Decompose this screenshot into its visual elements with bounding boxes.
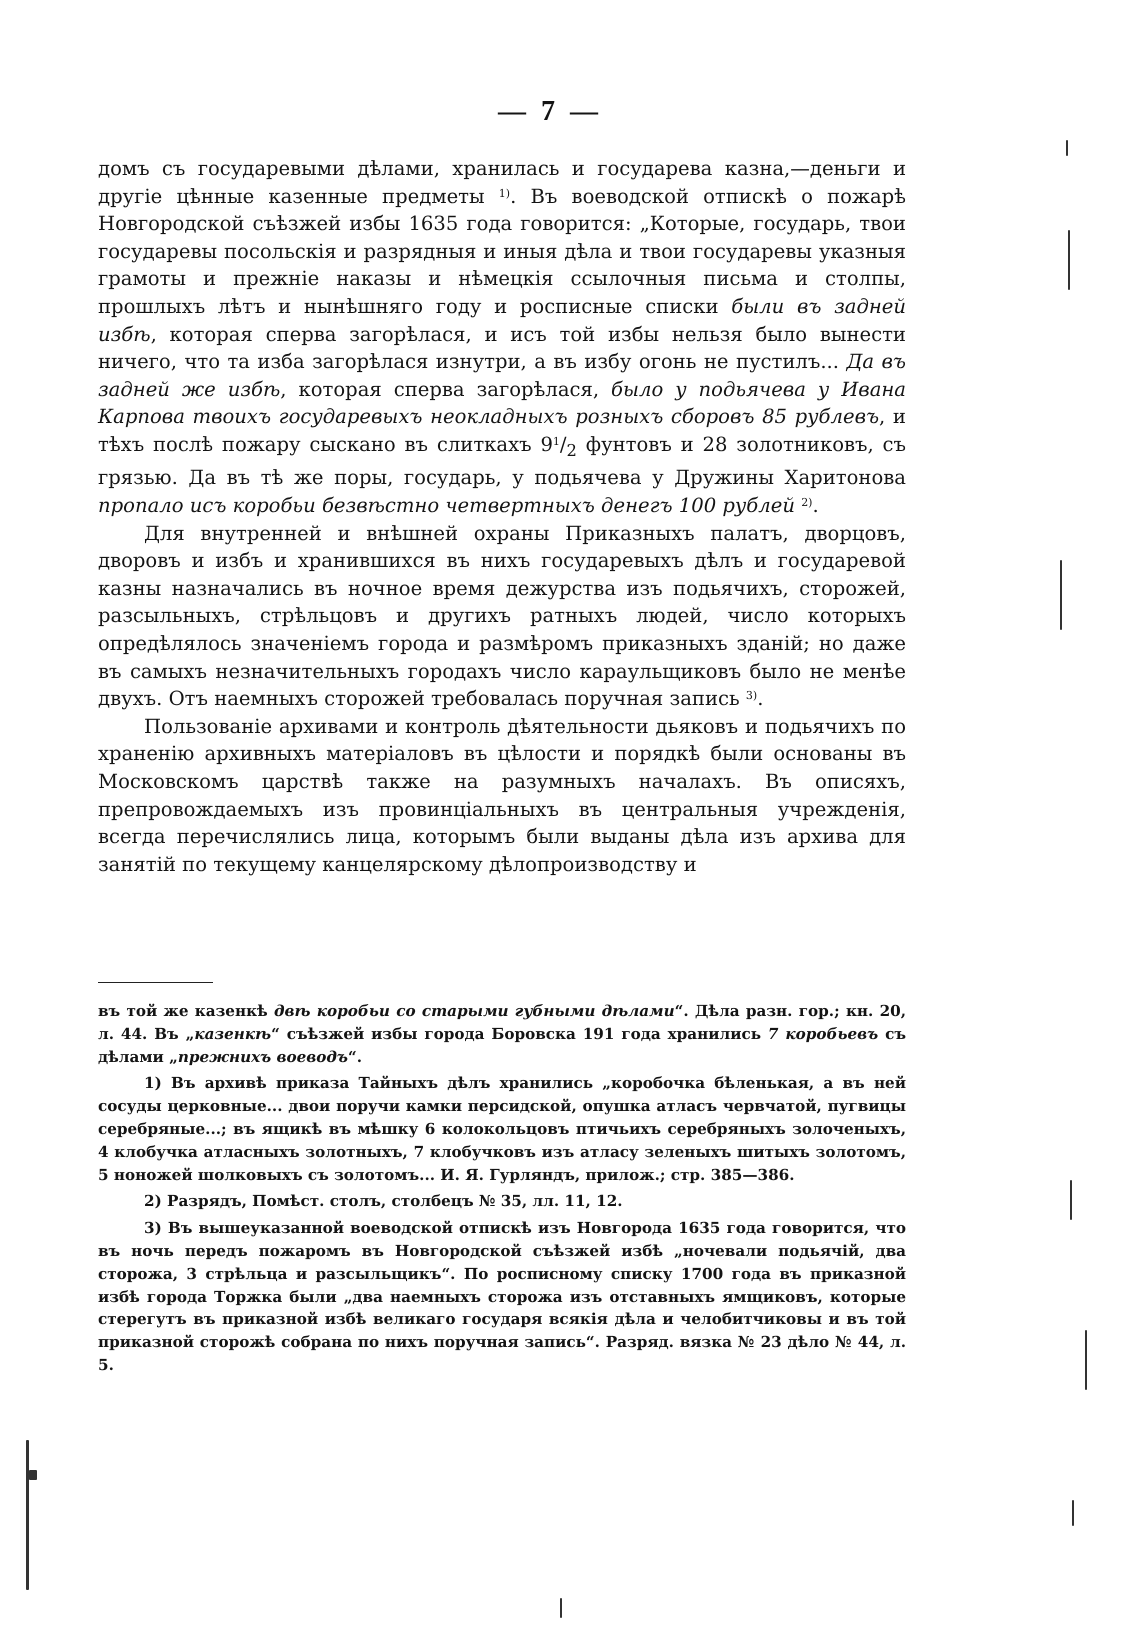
scan-mark bbox=[1060, 560, 1062, 630]
text-run: . bbox=[812, 494, 819, 518]
text-run: Для внутренней и внѣшней охраны Приказныхъ палатъ, дворцовъ, дворовъ и избъ и хранившихся въ нихъ государевыхъ дѣлъ и государевой казны назначались въ ночное время дежурства изъ подьячихъ, сторожей, разсыльныхъ, стрѣльцовъ и другихъ ратныхъ людей, число которыхъ опредѣлялось значеніемъ города и размѣромъ приказныхъ зданій; но даже въ самыхъ незначительныхъ городахъ число караульщиковъ было не менѣе двухъ. Отъ наемныхъ сторожей требовалась поручная запись bbox=[98, 521, 906, 711]
text-run: , и тѣхъ послѣ пожару сыскано въ слиткахъ 9 bbox=[98, 405, 906, 456]
main-text bbox=[98, 155, 906, 878]
paragraph bbox=[98, 713, 906, 879]
scan-mark bbox=[1068, 230, 1070, 290]
text-run: въ той же казенкѣ bbox=[98, 1002, 274, 1020]
footnote-ref: 3) bbox=[745, 689, 758, 703]
italic-text: были въ задней избѣ bbox=[98, 294, 907, 346]
text-run: 3) Въ вышеуказанной воеводской отпискѣ изъ Новгорода 1635 года говорится, что въ ночь передъ пожаромъ въ Новгородской съѣзжей избѣ „ночевали подьячій, два сторожа, 3 стрѣльца и разсыльщикъ“. По росписному списку 1700 года въ приказной избѣ города Торжка были „два наемныхъ сторожа изъ отставныхъ ямщиковъ, которые стерегутъ въ приказной избѣ великаго государя всякія дѣла и челобитчиковы и въ той приказной сторожѣ собрана по нихъ поручная запись“. Разряд. вязка № 23 дѣло № 44, л. 5. bbox=[98, 1219, 906, 1374]
italic-text: было у подьячева у Ивана Карпова твоихъ государевыхъ неокладныхъ розныхъ сборовъ 85 рублевъ bbox=[98, 377, 906, 429]
text-run: / bbox=[559, 432, 567, 456]
text-run: “. bbox=[347, 1047, 363, 1066]
scan-mark bbox=[560, 1598, 562, 1618]
scan-mark bbox=[26, 1440, 29, 1590]
italic-text: двѣ коробьи со старыми губными дѣлами bbox=[274, 1002, 675, 1020]
text-run: , которая сперва загорѣлася, и исъ той избы нельзя было вынести ничего, что та изба загорѣлася изнутри, а въ избу огонь не пустилъ... bbox=[98, 322, 906, 374]
footnote-2 bbox=[98, 1190, 906, 1213]
text-run: “. Дѣла разн. гор.; кн. 20, л. 44. Въ „ bbox=[98, 1002, 906, 1043]
text-run: . Въ воеводской отпискѣ о пожарѣ Новгородской съѣзжей избы 1635 года говорится: „Которые, государь, твои государевы посольскія и разрядныя и иныя дѣла и твои государевы указныя грамоты и прежніе наказы и нѣмецкія ссылочныя письма и столпы, прошлыхъ лѣтъ и нынѣшняго году и росписные списки bbox=[98, 184, 906, 318]
footnote-divider bbox=[98, 982, 213, 983]
text-run: . bbox=[757, 687, 764, 711]
paragraph bbox=[98, 155, 906, 520]
text-run: 1) Въ архивѣ приказа Тайныхъ дѣлъ хранились „коробочка бѣленькая, а въ ней сосуды церковные... двои поручи камки персидской, опушка атласъ червчатой, пугвицы серебряные...; въ ящикѣ въ мѣшку 6 колокольцовъ птичьихъ серебряныхъ золоченыхъ, 4 клобучка атласныхъ золотныхъ, 7 клобучковъ изъ атласу зеленыхъ шитыхъ золотомъ, 5 ноножей шолковыхъ съ золотомъ... И. Я. Гурляндъ, прилож.; стр. 385—386. bbox=[98, 1074, 906, 1184]
page-number: — 7 — bbox=[498, 96, 602, 127]
scan-mark bbox=[1072, 1500, 1074, 1526]
footnote-3 bbox=[98, 1217, 906, 1377]
footnote-ref: 1 bbox=[552, 434, 560, 448]
footnote-ref: 2) bbox=[801, 496, 813, 510]
footnote-continuation bbox=[98, 1000, 906, 1068]
italic-text: прежнихъ воеводъ bbox=[177, 1047, 348, 1066]
text-run: съ дѣлами „ bbox=[98, 1024, 906, 1066]
scan-mark bbox=[29, 1470, 37, 1480]
text-run: “ съѣзжей избы города Боровска 191 года хранились bbox=[271, 1024, 768, 1043]
text-run: фунтовъ и 28 золотниковъ, съ грязью. Да въ тѣ же поры, государь, у подьячева у Дружины Харитонова bbox=[98, 432, 906, 490]
footnotes bbox=[98, 1000, 906, 1377]
scan-mark bbox=[1085, 1330, 1087, 1390]
paragraph bbox=[98, 520, 906, 713]
text-run: Пользованіе архивами и контроль дѣятельности дьяковъ и подьячихъ по храненію архивныхъ матеріаловъ въ цѣлости и порядкѣ были основаны въ Московскомъ царствѣ также на разумныхъ началахъ. Въ описяхъ, препровождаемыхъ изъ провинціальныхъ въ центральныя учрежденія, всегда перечислялись лица, которымъ были выданы дѣла изъ архива для занятій по текущему канцелярскому дѣлопроизводству и bbox=[98, 714, 906, 876]
fraction-denominator: 2 bbox=[566, 440, 577, 460]
italic-text: 7 коробьевъ bbox=[767, 1024, 879, 1043]
italic-text: казенкѣ bbox=[194, 1024, 272, 1043]
scan-mark bbox=[1070, 1180, 1072, 1220]
text-run: домъ съ государевыми дѣлами, хранилась и государева казна,—деньги и другіе цѣнные казенные предметы bbox=[98, 157, 906, 208]
footnote-1 bbox=[98, 1072, 906, 1186]
scan-mark bbox=[1066, 140, 1068, 156]
footnote-ref: 1) bbox=[498, 186, 511, 200]
italic-text: пропало исъ коробьи безвѣстно четвертныхъ денегъ 100 рублей bbox=[98, 494, 795, 518]
text-run: , которая сперва загорѣлася, bbox=[280, 377, 612, 401]
text-run: 2) Разрядъ, Помѣст. столъ, столбецъ № 35, лл. 11, 12. bbox=[144, 1192, 623, 1211]
italic-text: Да въ задней же избѣ bbox=[98, 350, 906, 401]
